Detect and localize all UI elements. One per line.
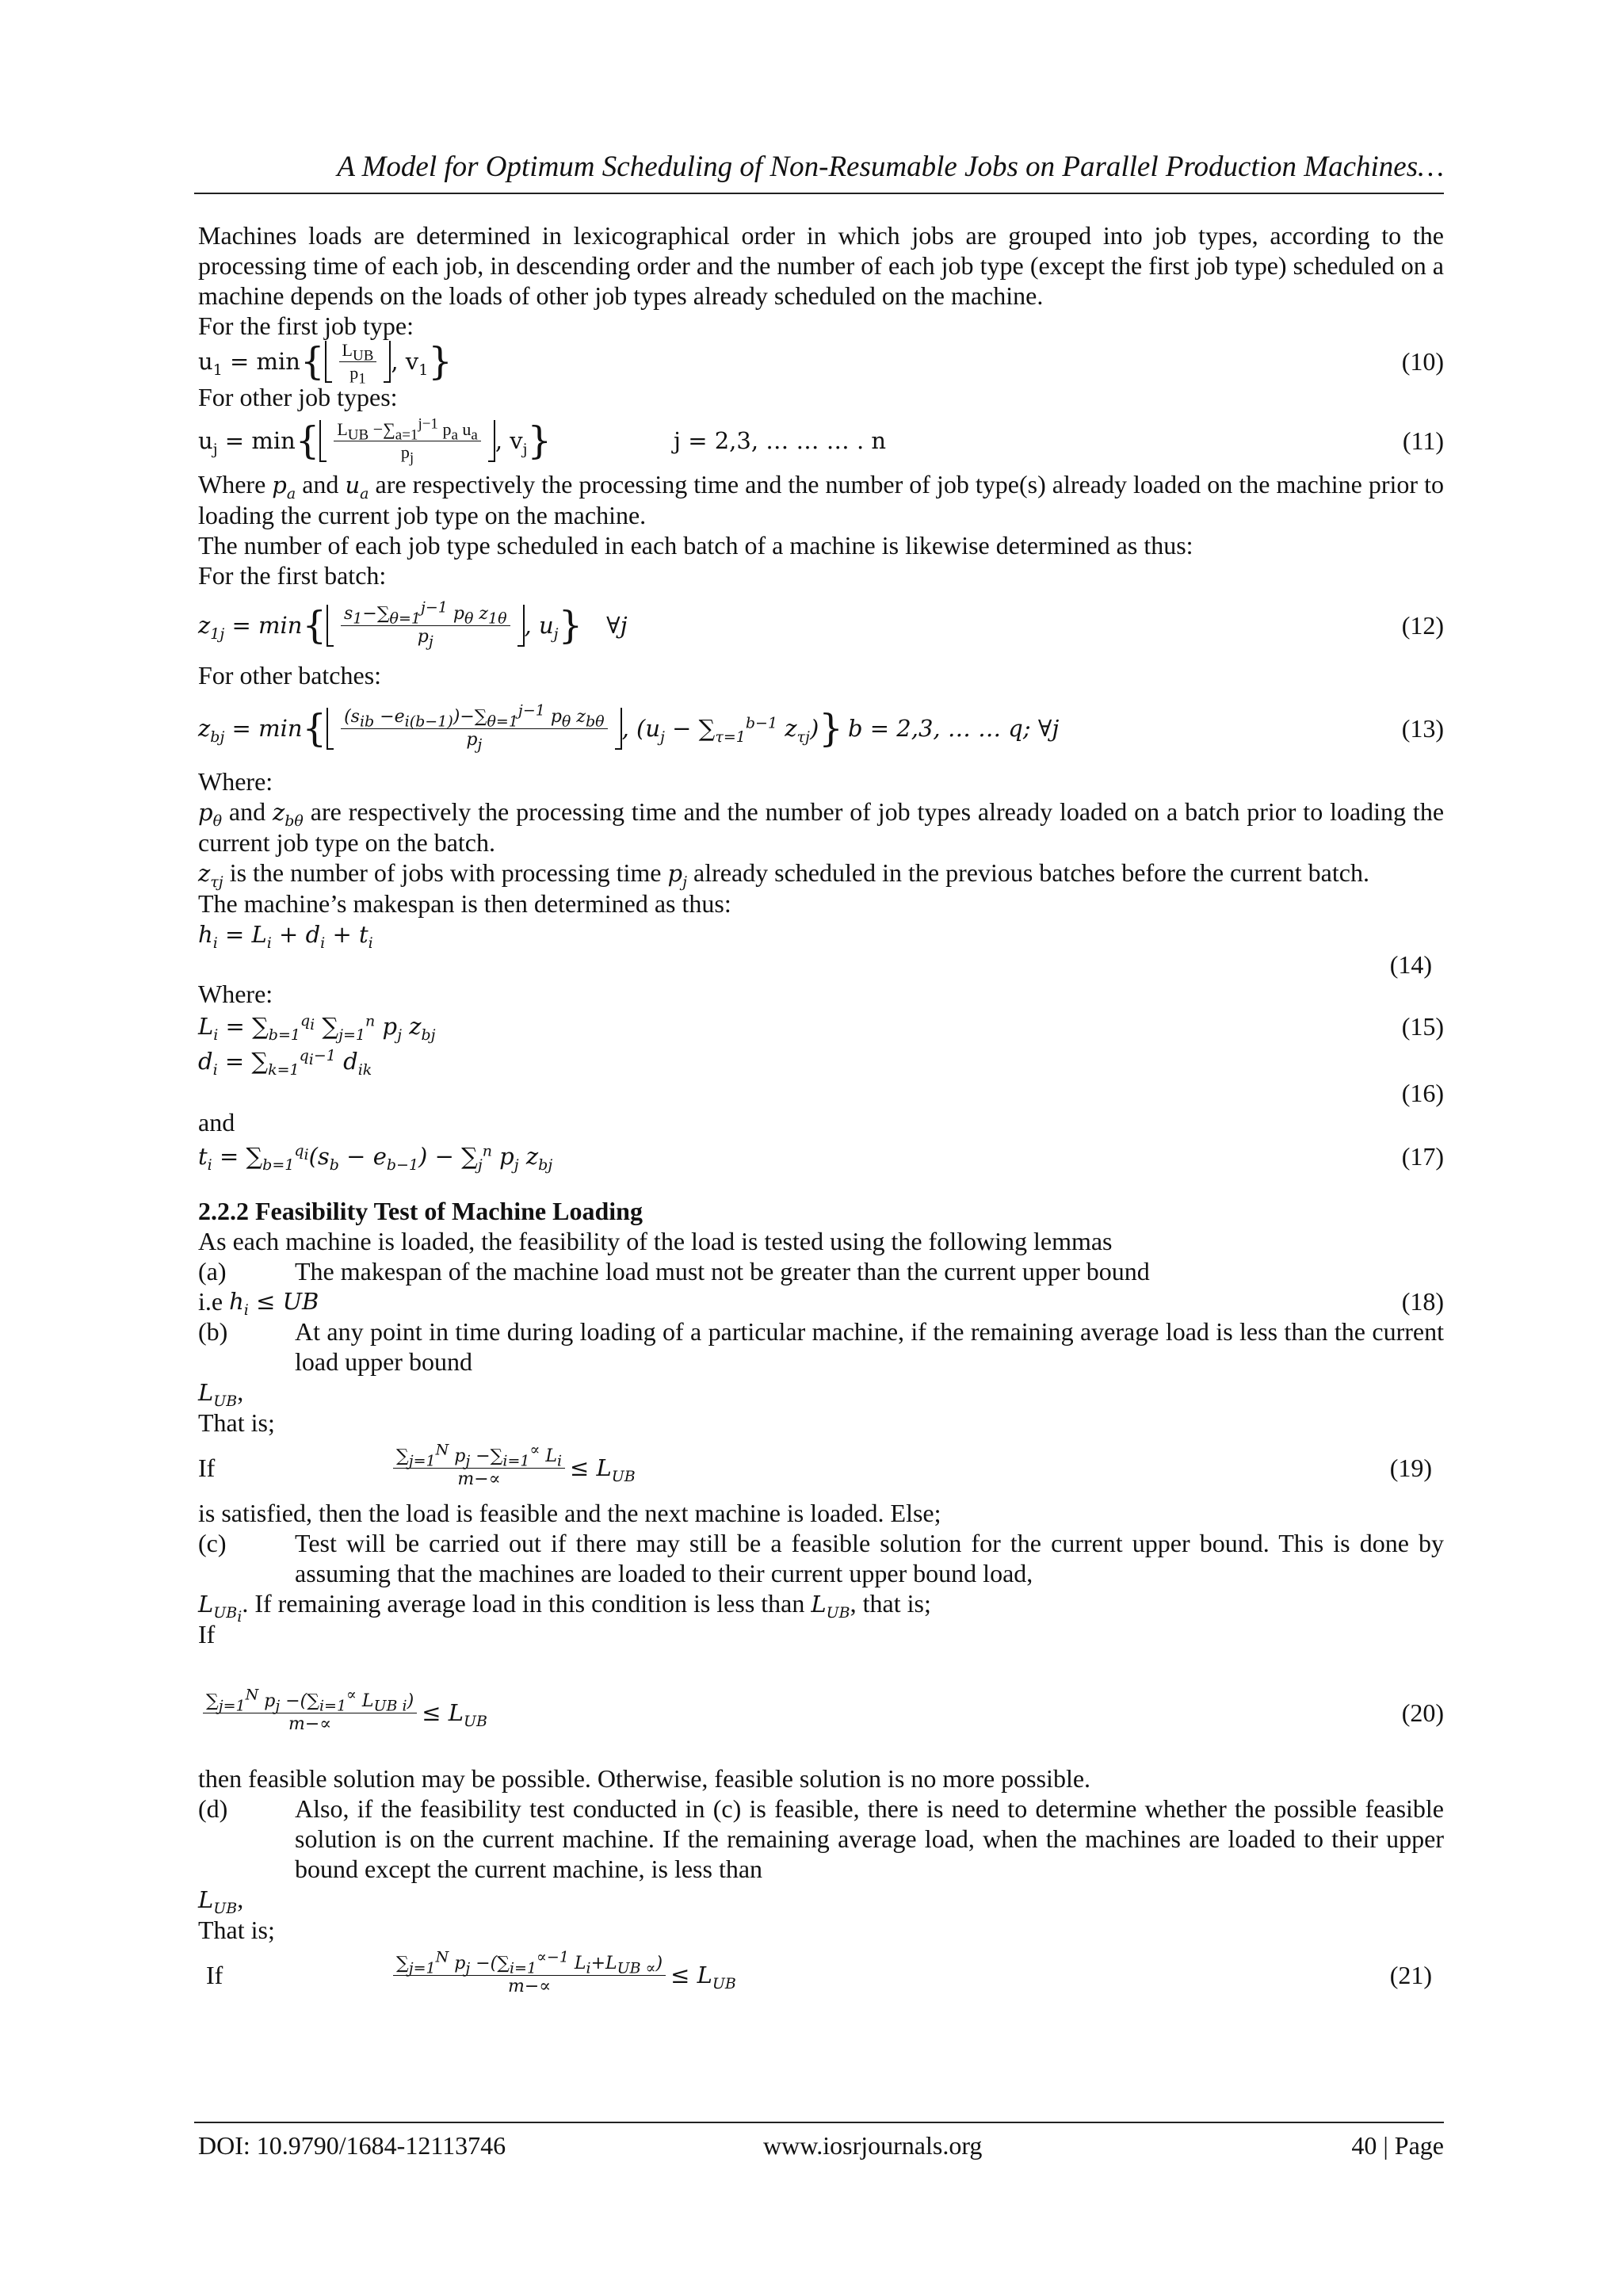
- makespan-intro: The machine’s makespan is then determined as thus:: [198, 889, 731, 918]
- equation-20: $\frac{\sum_{j=1}^N p_j -(\sum_{i=1}^\propto L_{UB i})}{m-\propto}$ ≤ $L_{UB}$ (20): [198, 1681, 1444, 1744]
- lemma-d: (d) Also, if the feasibility test conducted in (c) is feasible, there is need to determine whether the possible feasible solution is on the current machine. If the remaining average load, when the machines are loaded to their upper bound except the current machine, is less than: [198, 1794, 1444, 1883]
- equation-11-range: j = 2,3, … … … . n: [674, 427, 887, 454]
- where-ztau: $z_{\tau j}$ is the number of jobs with processing time $p_j$ already scheduled in the previous batches before the current batch.: [198, 858, 1369, 891]
- lemma-c-continued: $L_{UB_i}$. If remaining average load in this condition is less than $L_{UB}$, that is;: [198, 1589, 931, 1626]
- equation-10: $u_1 = \min$ { $\frac{L_{UB}}{p_1}$ , $v_1$ } (10): [198, 339, 1444, 387]
- section-intro: As each machine is loaded, the feasibility of the load is tested using the following lemmas: [198, 1227, 1113, 1255]
- lemma-a: (a) The makespan of the machine load must not be greater than the current upper bound: [198, 1257, 1150, 1286]
- where-label-2: Where:: [198, 980, 273, 1008]
- page-body: [198, 220, 1444, 2005]
- equation-number: (15): [1401, 1012, 1444, 1041]
- equation-14-number-row: [198, 950, 1444, 979]
- batch-intro: The number of each job type scheduled in each batch of a machine is likewise determined as thus:: [198, 531, 1193, 560]
- equation-11: $u_j = \min$ { $\frac{L_{UB} -\sum_{a=1}^{j-1} p_a u_a}{p_j}$ , $v_j$ } j = 2,3, … … … . n (11): [198, 415, 1444, 466]
- that-is-label-2: That is;: [198, 1916, 275, 1944]
- equation-number: (14): [1389, 950, 1432, 979]
- equation-17: $t_i = \sum_{b=1}^{q_i}(s_b - e_{b-1}) - \sum_j^n$ $p_j$ $z_{bj}$ (17): [198, 1142, 1444, 1174]
- equation-number: (16): [1401, 1079, 1444, 1107]
- where-label: Where:: [198, 767, 273, 796]
- equation-13: $z_{bj} = \min$ { $\frac{(s_{ib} -e_{i(b-1)})-\sum_{\theta=1}^{j-1} p_\theta z_{b\theta}}{p_j}$ , ($u_j - \sum_{\tau=1}^{b-1}$ $z_{\tau j}$) } b = 2,3, … … q; ∀j (13): [198, 701, 1444, 753]
- other-job-types-label: For other job types:: [198, 383, 398, 411]
- equation-number: (21): [1389, 1961, 1432, 1989]
- lemma-b: (b) At any point in time during loading of a particular machine, if the remaining average load is less than the current load upper bound: [198, 1317, 1444, 1376]
- equation-number: (11): [1402, 426, 1444, 455]
- other-batches-label: For other batches:: [198, 661, 382, 690]
- lemma-d-tail: $L_{UB}$,: [198, 1885, 244, 1917]
- if-label: If: [198, 1620, 216, 1648]
- where-ptheta-ztheta: $p_\theta$ and $z_{b\theta}$ are respectively the processing time and the number of job types already loaded on a batch prior to loading the current job type on the batch.: [198, 797, 1445, 857]
- lemma-c: (c) Test will be carried out if there may still be a feasible solution for the current upper bound. This is done by assuming that the machines are loaded to their current upper bound load,: [198, 1529, 1444, 1587]
- equation-number: (12): [1401, 611, 1444, 640]
- header-rule: [194, 193, 1444, 194]
- first-job-type-label: For the first job type:: [198, 311, 414, 340]
- equation-number: (19): [1389, 1454, 1432, 1482]
- equation-number: (10): [1401, 347, 1444, 376]
- that-is-label: That is;: [198, 1408, 275, 1437]
- equation-number: (13): [1401, 714, 1444, 743]
- footer-page-number: 40 | Page: [1351, 2131, 1444, 2160]
- lemma-c-result: then feasible solution may be possible. Otherwise, feasible solution is no more possible.: [198, 1764, 1091, 1793]
- section-heading: 2.2.2 Feasibility Test of Machine Loading: [198, 1197, 643, 1225]
- equation-number: (20): [1401, 1698, 1444, 1727]
- footer-doi: DOI: 10.9790/1684-12113746: [198, 2131, 506, 2160]
- and-label: and: [198, 1108, 235, 1137]
- equation-15: $L_i = \sum_{b=1}^{q_i}$ $\sum_{j=1}^n$ $p_j$ $z_{bj}$ (15): [198, 1012, 1444, 1044]
- lemma-b-result: is satisfied, then the load is feasible and the next machine is loaded. Else;: [198, 1499, 941, 1527]
- equation-18: i.e $h_i$ ≤ UB (18): [198, 1287, 1444, 1319]
- footer-rule: [194, 2122, 1444, 2123]
- equation-16-number-row: [198, 1079, 1444, 1107]
- intro-paragraph: Machines loads are determined in lexicographical order in which jobs are grouped into job types, according to the processing time of each job, in descending order and the number of each job type (except the first job type) scheduled on a machine depends on the loads of other job types already scheduled on the machine.: [198, 221, 1444, 310]
- equation-21: If $\frac{\sum_{j=1}^N p_j -(\sum_{i=1}^{\propto-1} L_i+L_{UB \propto})}{m-\propto}$ ≤ $L_{UB}$ (21): [206, 1948, 1432, 1996]
- equation-12: $z_{1j} = \min$ { $\frac{s_1-\sum_{\theta=1}^{j-1} p_\theta z_{1\theta}}{p_j}$ , $u_j$ } ∀j (12): [198, 598, 1444, 650]
- equation-14: $h_i = L_i + d_i + t_i$: [198, 921, 373, 952]
- equation-19: If $\frac{\sum_{j=1}^N p_j -\sum_{i=1}^\propto L_i}{m-\propto}$ ≤ $L_{UB}$ (19): [198, 1441, 1432, 1489]
- equation-13-range: b = 2,3, … … q; ∀j: [848, 715, 1060, 742]
- first-batch-label: For the first batch:: [198, 561, 387, 590]
- equation-16: $d_i = \sum_{k=1}^{q_i-1}$ $d_{ik}$: [198, 1047, 372, 1079]
- running-title: A Model for Optimum Scheduling of Non-Resumable Jobs on Parallel Production Machines…: [337, 151, 1444, 183]
- footer-website: www.iosrjournals.org: [763, 2131, 983, 2160]
- equation-number: (18): [1401, 1287, 1444, 1316]
- lemma-b-tail: $L_{UB}$,: [198, 1377, 244, 1410]
- equation-number: (17): [1401, 1142, 1444, 1171]
- where-pa-ua: Where $p_a$ and $u_a$ are respectively the processing time and the number of job type(s) already loaded on the machine prior to loading the current job type on the machine.: [198, 470, 1445, 529]
